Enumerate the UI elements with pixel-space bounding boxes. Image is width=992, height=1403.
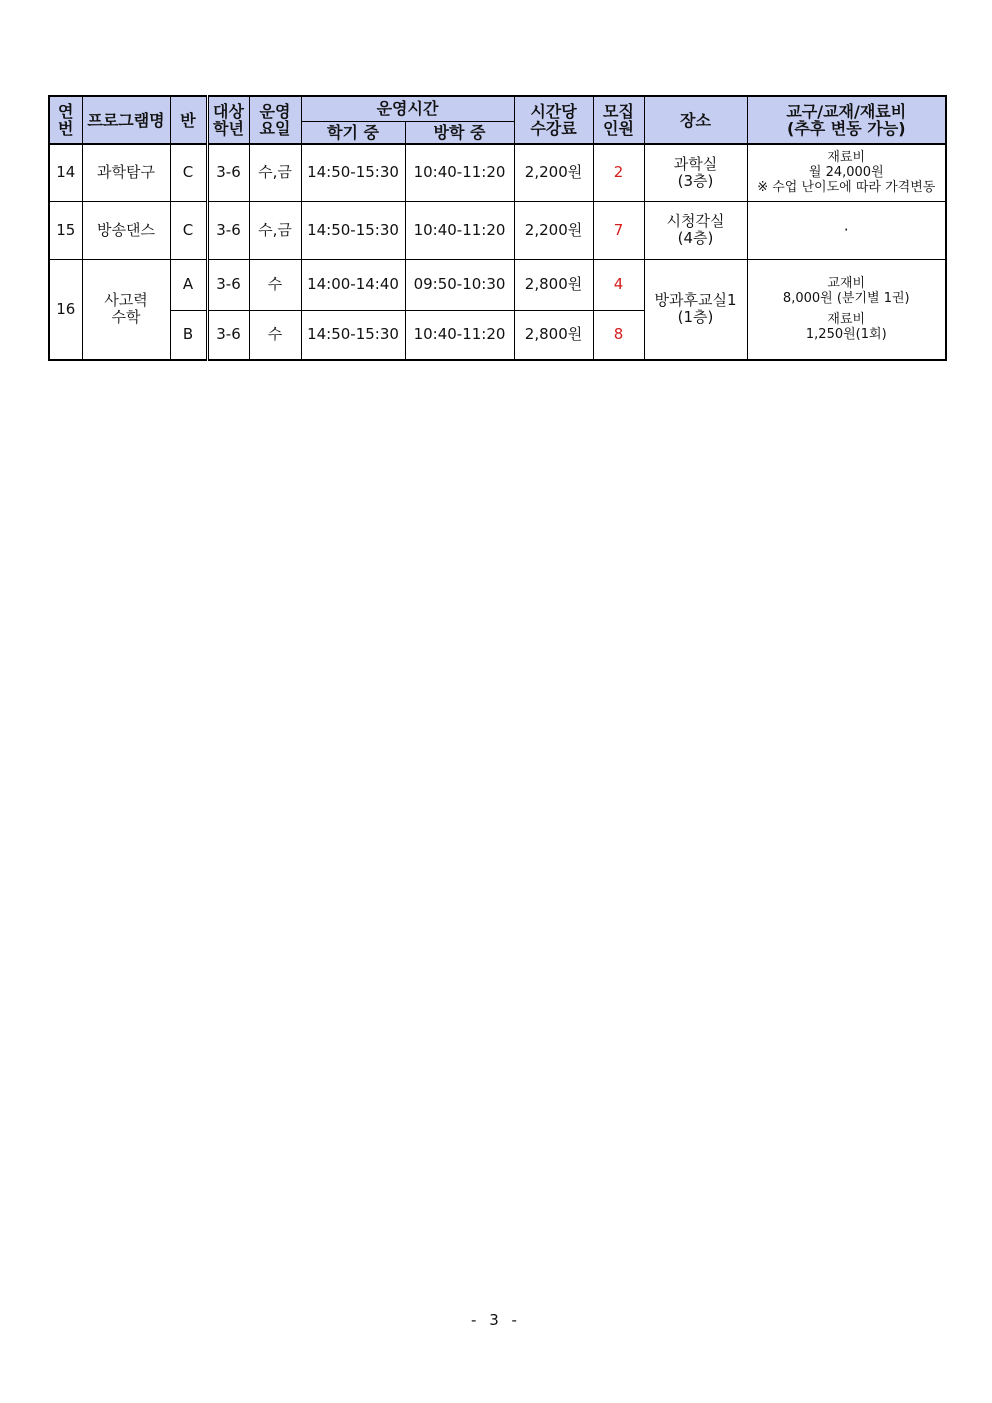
- header-materials: 교구/교재/재료비 (추후 변동 가능): [747, 96, 946, 144]
- row-capacity: 4: [593, 259, 644, 310]
- row-no: 16: [49, 259, 82, 360]
- materials-line2: 월 24,000원: [808, 165, 884, 181]
- table-row: [49, 201, 946, 259]
- row-grade: 3-6: [207, 201, 249, 259]
- row-fee: 2,800원: [514, 259, 593, 310]
- row-class: C: [170, 201, 207, 259]
- table-row: [49, 259, 946, 310]
- row-fee: 2,200원: [514, 201, 593, 259]
- materials-line1: 재료비: [827, 150, 866, 166]
- row-class: B: [170, 310, 207, 360]
- header-days: 운영 요일: [249, 96, 301, 144]
- row-vacation-time: 10:40-11:20: [405, 144, 514, 201]
- page-number: - 3 -: [471, 1311, 521, 1329]
- header-program: 프로그램명: [82, 96, 170, 144]
- row-days: 수,금: [249, 201, 301, 259]
- program-table: [48, 95, 947, 361]
- row-vacation-time: 10:40-11:20: [405, 201, 514, 259]
- header-fee: 시간당 수강료: [514, 96, 593, 144]
- header-grade: 대상 학년: [207, 96, 249, 144]
- header-vacation: 방학 중: [405, 121, 514, 144]
- row-capacity: 7: [593, 201, 644, 259]
- row-class: A: [170, 259, 207, 310]
- row-days: 수,금: [249, 144, 301, 201]
- row-program: 과학탐구: [82, 144, 170, 201]
- header-time: 운영시간: [301, 96, 514, 121]
- materials-a: 교재비 8,000원 (분기별 1권): [782, 276, 910, 307]
- table-row: [49, 144, 946, 201]
- row-materials: ·: [747, 201, 946, 259]
- materials-note: ※ 수업 난이도에 따라 가격변동: [757, 180, 936, 196]
- row-term-time: 14:50-15:30: [301, 201, 405, 259]
- row-program: 사고력 수학: [82, 259, 170, 360]
- materials-b: 재료비 1,250원(1회): [805, 312, 887, 343]
- row-grade: 3-6: [207, 259, 249, 310]
- header-place: 장소: [644, 96, 747, 144]
- row-days: 수: [249, 310, 301, 360]
- header-capacity: 모집 인원: [593, 96, 644, 144]
- row-term-time: 14:00-14:40: [301, 259, 405, 310]
- row-materials: [747, 259, 946, 360]
- row-no: 14: [49, 144, 82, 201]
- row-place: 시청각실 (4층): [644, 201, 747, 259]
- row-grade: 3-6: [207, 144, 249, 201]
- row-no: 15: [49, 201, 82, 259]
- row-fee: 2,200원: [514, 144, 593, 201]
- row-term-time: 14:50-15:30: [301, 144, 405, 201]
- row-grade: 3-6: [207, 310, 249, 360]
- header-no: 연 번: [49, 96, 82, 144]
- row-class: C: [170, 144, 207, 201]
- row-vacation-time: 09:50-10:30: [405, 259, 514, 310]
- row-vacation-time: 10:40-11:20: [405, 310, 514, 360]
- row-program: 방송댄스: [82, 201, 170, 259]
- row-term-time: 14:50-15:30: [301, 310, 405, 360]
- header-term: 학기 중: [301, 121, 405, 144]
- row-fee: 2,800원: [514, 310, 593, 360]
- row-capacity: 2: [593, 144, 644, 201]
- row-capacity: 8: [593, 310, 644, 360]
- row-place: 방과후교실1 (1층): [644, 259, 747, 360]
- row-days: 수: [249, 259, 301, 310]
- row-materials: [747, 144, 946, 201]
- header-class: 반: [170, 96, 207, 144]
- row-place: 과학실 (3층): [644, 144, 747, 201]
